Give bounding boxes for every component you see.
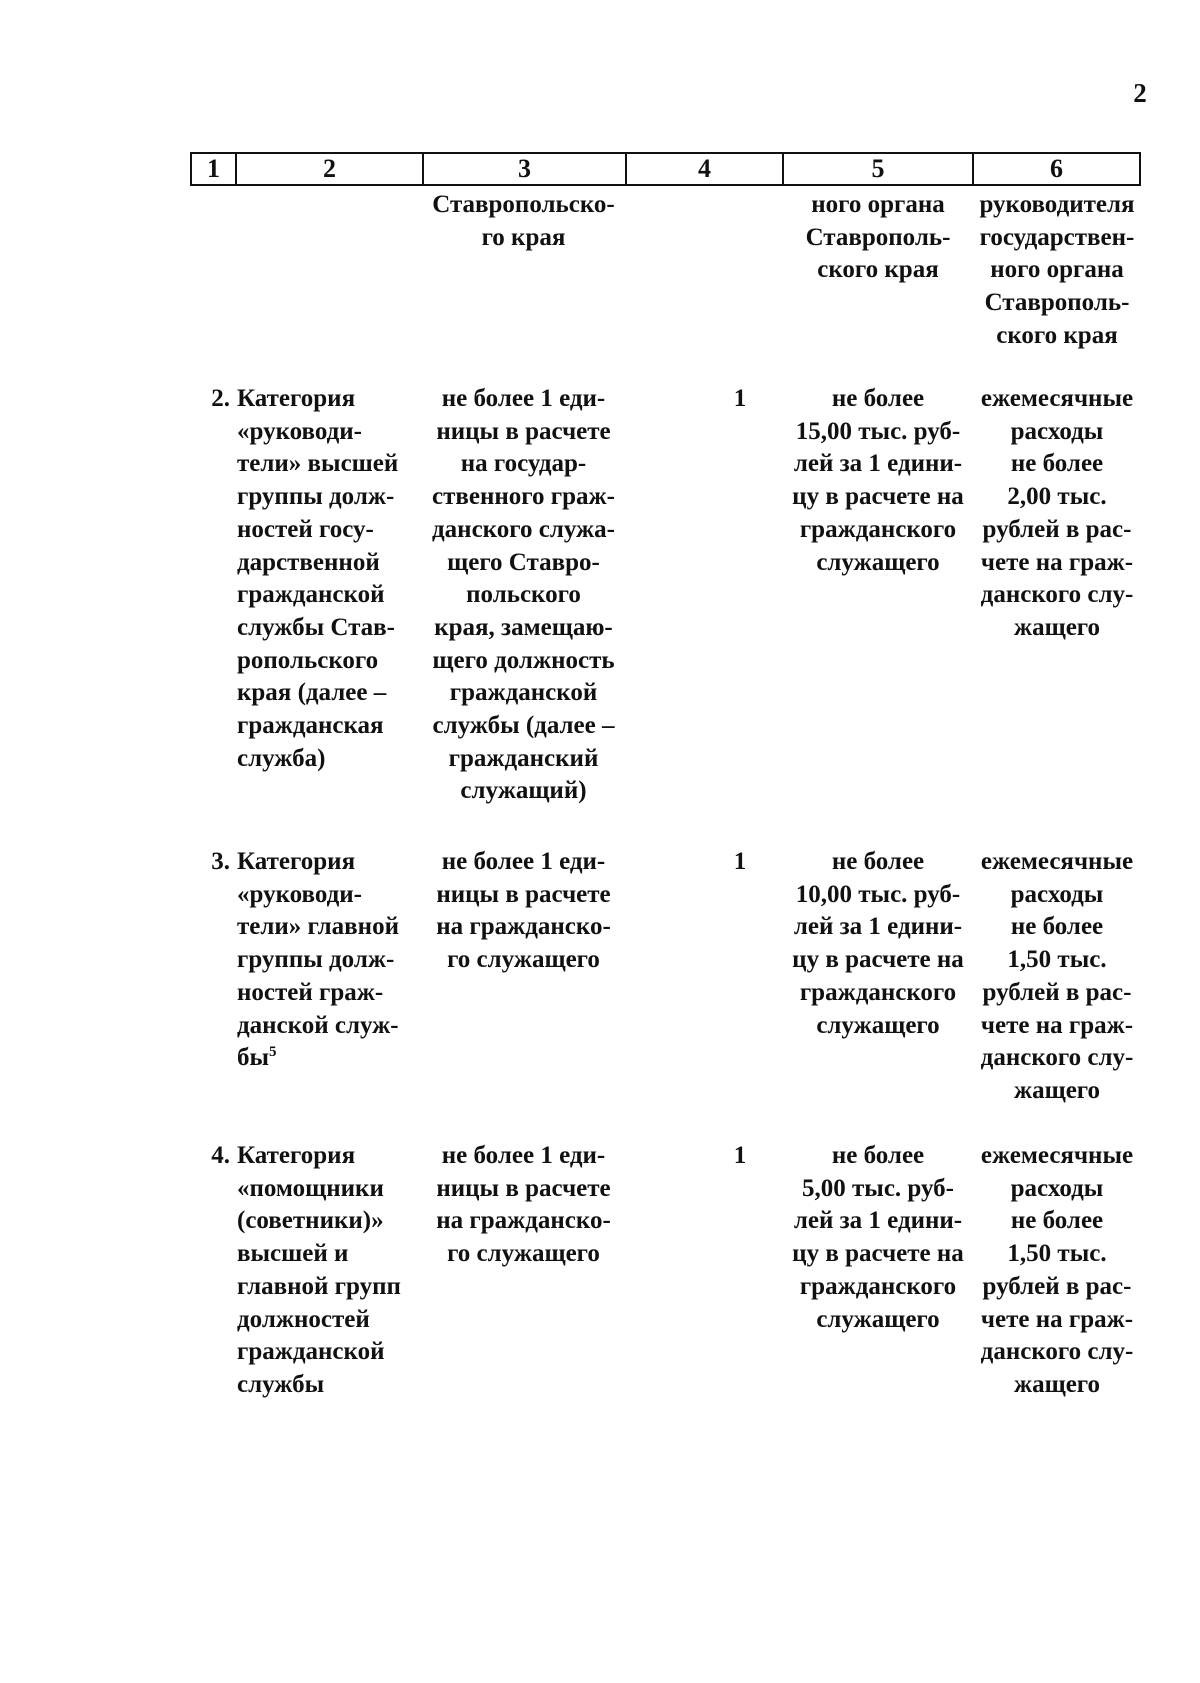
price-limit: не более 10,00 тыс. руб- лей за 1 едини- цу в расчете на гражданского служащего [792,848,964,1039]
category-name [235,846,424,1075]
column-header-1: 1 [192,154,237,184]
row-number: 4. [211,1142,230,1169]
category-name: Категория «руководи- тели» высшей группы долж- ностей госу- дарственной гражданской службы Став- ропольского края (далее – гражданская служба) [237,385,399,772]
quantity-norm: не более 1 еди- ницы в расчете на государ- ственного граж- данского служа- щего Ставро- польского края, замещаю- щего должность гражданской службы (далее – гражданский служащий) [432,385,615,805]
monthly-expenses: ежемесячные расходы не более 1,50 тыс. рублей в рас- чете на граж- данского слу- жащего [980,848,1134,1104]
monthly-expenses: ежемесячные расходы не более 2,00 тыс. рублей в рас- чете на граж- данского слу- жащего [980,385,1134,641]
quantity: 1 [733,385,747,412]
footnote-marker: 5 [269,1044,277,1061]
continuation-col6: руководителя государствен- ного органа Ставрополь- ского края [979,191,1135,349]
row-number: 2. [211,385,230,412]
continuation-col5: ного органа Ставрополь- ского края [805,191,951,284]
column-header-4: 4 [627,154,784,184]
quantity-norm: не более 1 еди- ницы в расчете на гражданско- го служащего [436,1142,611,1268]
continuation-col3: Ставропольско- го края [432,191,615,251]
quantity: 1 [733,848,747,875]
column-header-5: 5 [784,154,974,184]
column-header-2: 2 [237,154,424,184]
price-limit: не более 15,00 тыс. руб- лей за 1 едини- цу в расчете на гражданского служащего [792,385,964,576]
quantity-norm: не более 1 еди- ницы в расчете на гражданско- го служащего [436,848,611,974]
table-header-row [190,152,1141,186]
row-number: 3. [211,848,230,875]
category-name-text: Категория «руководи- тели» главной группы долж- ностей граж- данской служ- бы [237,848,399,1072]
quantity: 1 [733,1142,747,1169]
category-name: Категория «помощники (советники)» высшей и главной групп должностей гражданской службы [237,1142,401,1398]
column-header-3: 3 [424,154,627,184]
column-header-6: 6 [1050,154,1063,183]
price-limit: не более 5,00 тыс. руб- лей за 1 едини- цу в расчете на гражданского служащего [792,1142,964,1333]
monthly-expenses: ежемесячные расходы не более 1,50 тыс. рублей в рас- чете на граж- данского слу- жащего [980,1142,1134,1398]
page-number: 2 [1133,78,1147,108]
